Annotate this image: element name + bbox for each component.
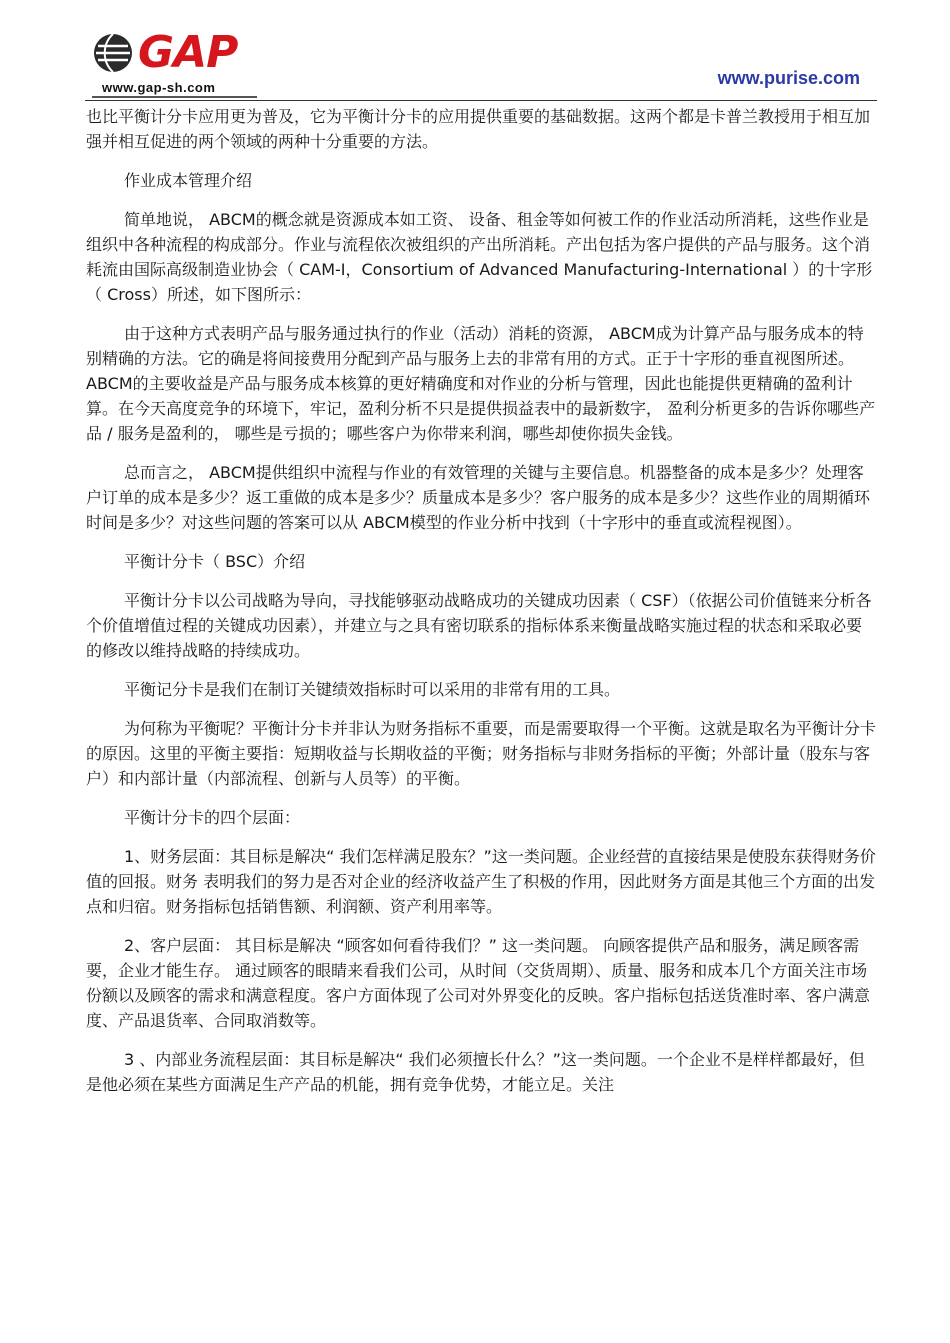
paragraph-bsc-intro: 平衡计分卡以公司战略为导向，寻找能够驱动战略成功的关键成功因素（ CSF）（依据公司价值链来分析各个价值增值过程的关键成功因素），并建立与之具有密切联系的指标体系来衡量战略实施过程的状态和采取必要的修改以维持战略的持续成功。	[86, 591, 872, 660]
paragraph-bsc-balance: 为何称为平衡呢？平衡计分卡并非认为财务指标不重要，而是需要取得一个平衡。这就是取名为平衡计分卡的原因。这里的平衡主要指：短期收益与长期收益的平衡；财务指标与非财务指标的平衡；外部计量（股东与客户）和内部计量（内部流程、创新与人员等）的平衡。	[86, 719, 877, 788]
paragraph-customer-level: 2、客户层面： 其目标是解决 “顾客如何看待我们？” 这一类问题。 向顾客提供产品和服务，满足顾客需要，企业才能生存。 通过顾客的眼睛来看我们公司，从时间（交货周期）、质量、服务和成本几个方面关注市场份额以及顾客的需求和满意程度。客户方面体现了公司对外界变化的反映。客户指标包括送货准时率、客户满意度、产品退货率、合同取消数等。	[86, 936, 871, 1030]
globe-logo-icon	[92, 32, 134, 74]
paragraph-abcm-summary: 总而言之， ABCM提供组织中流程与作业的有效管理的关键与主要信息。机器整备的成本是多少？处理客户订单的成本是多少？返工重做的成本是多少？质量成本是多少？客户服务的成本是多少？这些作业的周期循环时间是多少？对这些问题的答案可以从 ABCM模型的作业分析中找到（十字形中的垂直或流程视图）。	[86, 463, 871, 532]
paragraph-financial-level: 1、财务层面：其目标是解决“ 我们怎样满足股东？”这一类问题。企业经营的直接结果是使股东获得财务价值的回报。财务 表明我们的努力是否对企业的经济收益产生了积极的作用，因此财务方面是其他三个方面的出发点和归宿。财务指标包括销售额、利润额、资产利用率等。	[86, 847, 876, 916]
section-heading-four-levels: 平衡计分卡的四个层面：	[124, 808, 301, 827]
gap-logo	[92, 28, 262, 98]
paragraph-internal-process-level: 3 、内部业务流程层面：其目标是解决“ 我们必须擅长什么？”这一类问题。一个企业不是样样都最好，但是他必须在某些方面满足生产产品的机能，拥有竞争优势，才能立足。关注	[86, 1050, 865, 1094]
document-body	[86, 104, 876, 1111]
logo-url[interactable]: www.gap-sh.com	[102, 80, 216, 95]
paragraph-bsc-tool: 平衡记分卡是我们在制订关键绩效指标时可以采用的非常有用的工具。	[124, 680, 621, 699]
page-header	[0, 0, 950, 105]
logo-underline	[92, 96, 257, 98]
header-divider	[85, 100, 877, 101]
section-heading-bsc: 平衡计分卡（ BSC）介绍	[124, 552, 306, 571]
site-url-link[interactable]: www.purise.com	[717, 68, 860, 88]
paragraph-continuation: 也比平衡计分卡应用更为普及，它为平衡计分卡的应用提供重要的基础数据。这两个都是卡普兰教授用于相互加强并相互促进的两个领域的两种十分重要的方法。	[86, 107, 871, 151]
section-heading-abcm: 作业成本管理介绍	[124, 171, 253, 190]
paragraph-abcm-concept: 简单地说， ABCM的概念就是资源成本如工资、 设备、租金等如何被工作的作业活动所消耗，这些作业是组织中各种流程的构成部分。作业与流程依次被组织的产出所消耗。产出包括为客户提供的产品与服务。这个消耗流由国际高级制造业协会（ CAM-I，Consortium of Advanced Manufacturing-International ）的十字形（ Cross）所述，如下图所示：	[86, 210, 873, 304]
paragraph-abcm-method: 由于这种方式表明产品与服务通过执行的作业（活动）消耗的资源， ABCM成为计算产品与服务成本的特别精确的方法。它的确是将间接费用分配到产品与服务上去的非常有用的方式。正于十字形的垂直视图所述。 ABCM的主要收益是产品与服务成本核算的更好精确度和对作业的分析与管理，因此也能提供更精确的盈利计算。在今天高度竞争的环境下，牢记，盈利分析不只是提供损益表中的最新数字， 盈利分析更多的告诉你哪些产品 / 服务是盈利的， 哪些是亏损的；哪些客户为你带来利润，哪些却使你损失金钱。	[86, 324, 876, 443]
logo-text: GAP	[138, 27, 238, 78]
